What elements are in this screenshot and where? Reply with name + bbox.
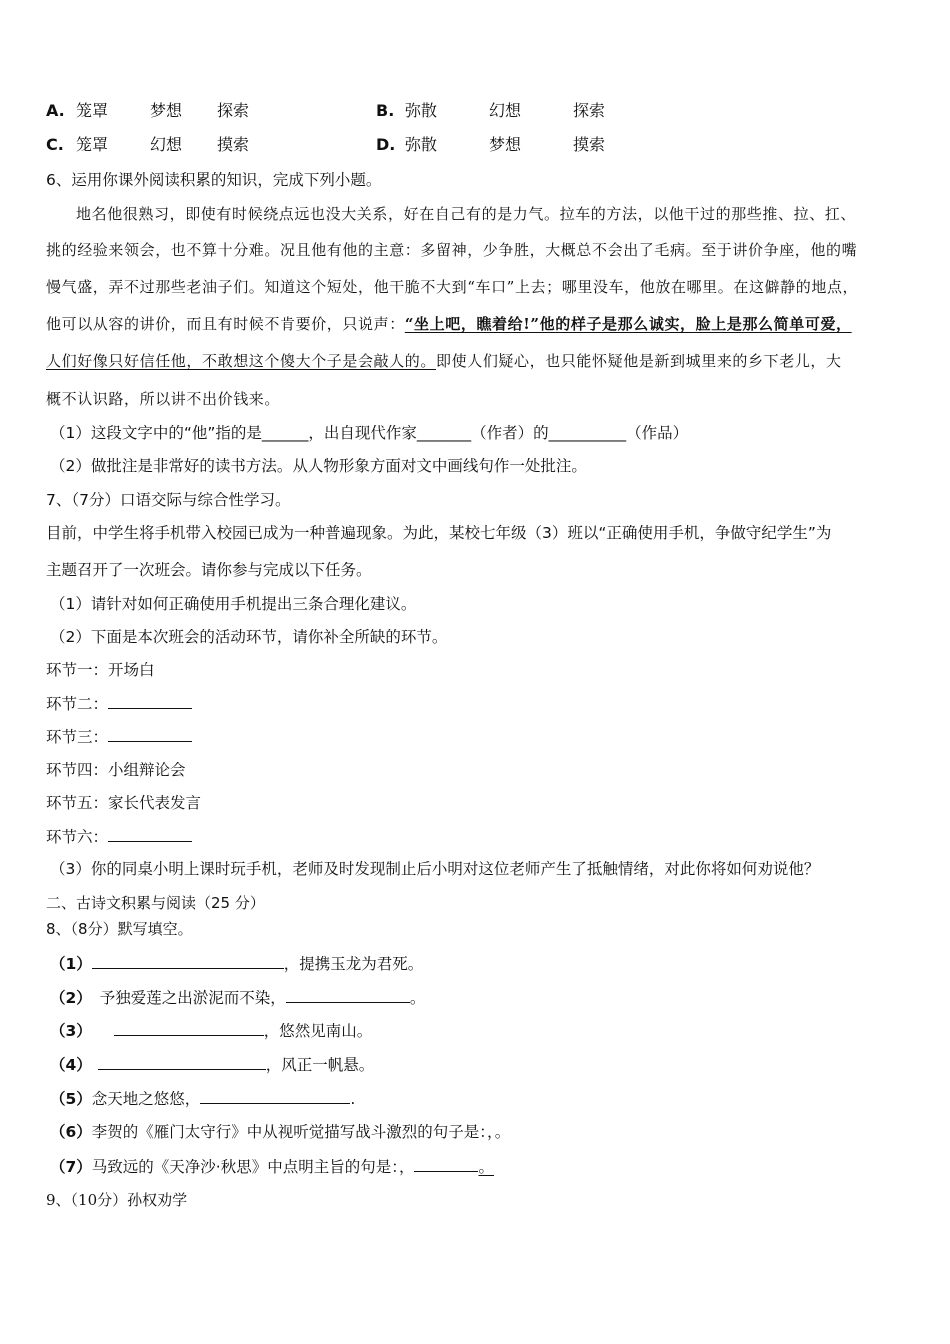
question-8-title: 8、（8分）默写填空。 bbox=[46, 920, 193, 938]
step-1: 环节一：开场白 bbox=[46, 661, 155, 679]
section-2-title: 二、古诗文积累与阅读（25 分） bbox=[46, 894, 265, 912]
step-6-label: 环节六： bbox=[46, 828, 109, 846]
question-7-sub-2: （2）下面是本次班会的活动环节，请你补全所缺的环节。 bbox=[50, 628, 448, 646]
fill-item-5-blank[interactable] bbox=[200, 1087, 350, 1104]
fill-item-3-text: ，悠然见南山。 bbox=[263, 1022, 373, 1040]
option-a-letter: A. bbox=[46, 101, 65, 120]
option-d-word1: 弥散 bbox=[405, 135, 438, 154]
passage-line-6: 概不认识路，所以讲不出价钱来。 bbox=[46, 390, 281, 408]
option-d-word3: 摸索 bbox=[573, 135, 606, 154]
passage-line-3: 慢气盛，弄不过那些老油子们。知道这个短处，他干脆不大到“车口”上去；哪里没车，他放在哪里。在这僻静的地点， bbox=[46, 278, 859, 296]
fill-item-2-number: （2） bbox=[50, 989, 92, 1007]
fill-item-5-end: . bbox=[350, 1090, 356, 1108]
fill-item-5-number: （5） bbox=[50, 1090, 92, 1108]
step-3-blank[interactable] bbox=[108, 725, 192, 742]
passage-underlined-sentence-part1: “坐上吧，瞧着给!”他的样子是那么诚实，脸上是那么简单可爱， bbox=[404, 315, 852, 333]
fill-item-1 bbox=[50, 952, 423, 975]
fill-item-4-blank[interactable] bbox=[98, 1053, 266, 1070]
passage-line-4-plain: 他可以从容的讲价，而且有时候不肯要价，只说声： bbox=[46, 315, 405, 333]
fill-item-4-number: （4） bbox=[50, 1056, 92, 1074]
fill-item-7 bbox=[50, 1155, 494, 1178]
question-6-sub-1: （1）这段文字中的“他”指的是______，出自现代作家_______（作者）的__________（作品） bbox=[50, 424, 689, 442]
step-6 bbox=[46, 825, 192, 848]
fill-item-1-number: （1） bbox=[50, 955, 92, 973]
fill-item-7-blank[interactable] bbox=[414, 1155, 478, 1172]
fill-item-2-end: 。 bbox=[409, 989, 426, 1007]
question-7-sub-3: （3）你的同桌小明上课时玩手机，老师及时发现制止后小明对这位老师产生了抵触情绪，对此你将如何劝说他？ bbox=[50, 860, 820, 878]
option-a-word1: 笼罩 bbox=[76, 101, 109, 120]
step-3 bbox=[46, 725, 192, 748]
question-6-sub-2: （2）做批注是非常好的读书方法。从人物形象方面对文中画线句作一处批注。 bbox=[50, 457, 587, 475]
fill-item-7-text: 马致远的《天净沙·秋思》中点明主旨的句是：， bbox=[91, 1158, 415, 1176]
question-9-title: 9、（10分）孙权劝学 bbox=[46, 1191, 188, 1209]
option-b-letter: B. bbox=[376, 101, 395, 120]
fill-item-7-number: （7） bbox=[50, 1158, 92, 1176]
fill-item-2-blank[interactable] bbox=[286, 986, 410, 1003]
fill-item-3-number: （3） bbox=[50, 1022, 92, 1040]
step-3-label: 环节三： bbox=[46, 728, 109, 746]
fill-item-1-text: ，提携玉龙为君死。 bbox=[283, 955, 424, 973]
step-2 bbox=[46, 692, 192, 715]
fill-item-6-text: 李贺的《雁门太守行》中从视听觉描写战斗激烈的句子是：，。 bbox=[91, 1123, 511, 1141]
fill-item-7-end: 。 bbox=[478, 1158, 494, 1176]
fill-item-6 bbox=[50, 1121, 510, 1143]
option-d-word2: 梦想 bbox=[489, 135, 522, 154]
step-4: 环节四：小组辩论会 bbox=[46, 761, 186, 779]
option-a-word3: 探索 bbox=[217, 101, 250, 120]
option-b-word3: 探索 bbox=[573, 101, 606, 120]
fill-item-3 bbox=[50, 1019, 372, 1042]
option-a-word2: 梦想 bbox=[150, 101, 183, 120]
fill-item-4-text: ，风正一帆悬。 bbox=[265, 1056, 375, 1074]
fill-item-3-blank[interactable] bbox=[114, 1019, 264, 1036]
option-b-word1: 弥散 bbox=[405, 101, 438, 120]
step-6-blank[interactable] bbox=[108, 825, 192, 842]
option-c-word2: 幻想 bbox=[150, 135, 183, 154]
passage-line-5 bbox=[46, 350, 842, 372]
passage-line-5-plain: 即使人们疑心，也只能怀疑他是新到城里来的乡下老儿，大 bbox=[436, 352, 842, 370]
fill-item-2-text: 予独爱莲之出淤泥而不染， bbox=[99, 989, 286, 1007]
question-7-title: 7、（7分）口语交际与综合性学习。 bbox=[46, 491, 291, 509]
fill-item-2 bbox=[50, 986, 425, 1009]
question-7-intro-line-2: 主题召开了一次班会。请你参与完成以下任务。 bbox=[46, 561, 372, 579]
fill-item-4 bbox=[50, 1053, 374, 1076]
option-b-word2: 幻想 bbox=[489, 101, 522, 120]
step-2-label: 环节二： bbox=[46, 695, 109, 713]
option-c-letter: C. bbox=[46, 135, 64, 154]
fill-item-5 bbox=[50, 1087, 355, 1110]
passage-line-2: 挑的经验来领会，也不算十分难。况且他有他的主意：多留神，少争胜，大概总不会出了毛病。至于讲价争座，他的嘴 bbox=[46, 241, 858, 259]
question-7-sub-1: （1）请针对如何正确使用手机提出三条合理化建议。 bbox=[50, 595, 417, 613]
fill-item-5-text: 念天地之悠悠， bbox=[91, 1090, 201, 1108]
question-6-title: 6、运用你课外阅读积累的知识，完成下列小题。 bbox=[46, 171, 382, 189]
question-7-intro-line-1: 目前，中学生将手机带入校园已成为一种普遍现象。为此，某校七年级（3）班以“正确使用手机，争做守纪学生”为 bbox=[46, 524, 832, 542]
passage-line-4 bbox=[46, 313, 852, 335]
fill-item-1-blank[interactable] bbox=[92, 952, 284, 969]
passage-line-1: 地名他很熟习，即使有时候绕点远也没大关系，好在自己有的是力气。拉车的方法，以他干过的那些推、拉、扛、 bbox=[76, 205, 857, 223]
fill-item-6-number: （6） bbox=[50, 1123, 92, 1141]
step-5: 环节五：家长代表发言 bbox=[46, 794, 202, 812]
step-2-blank[interactable] bbox=[108, 692, 192, 709]
option-c-word3: 摸索 bbox=[217, 135, 250, 154]
passage-underlined-sentence-part2: 人们好像只好信任他，不敢想这个傻大个子是会敲人的。 bbox=[46, 352, 437, 370]
option-c-word1: 笼罩 bbox=[76, 135, 109, 154]
option-d-letter: D. bbox=[376, 135, 396, 154]
